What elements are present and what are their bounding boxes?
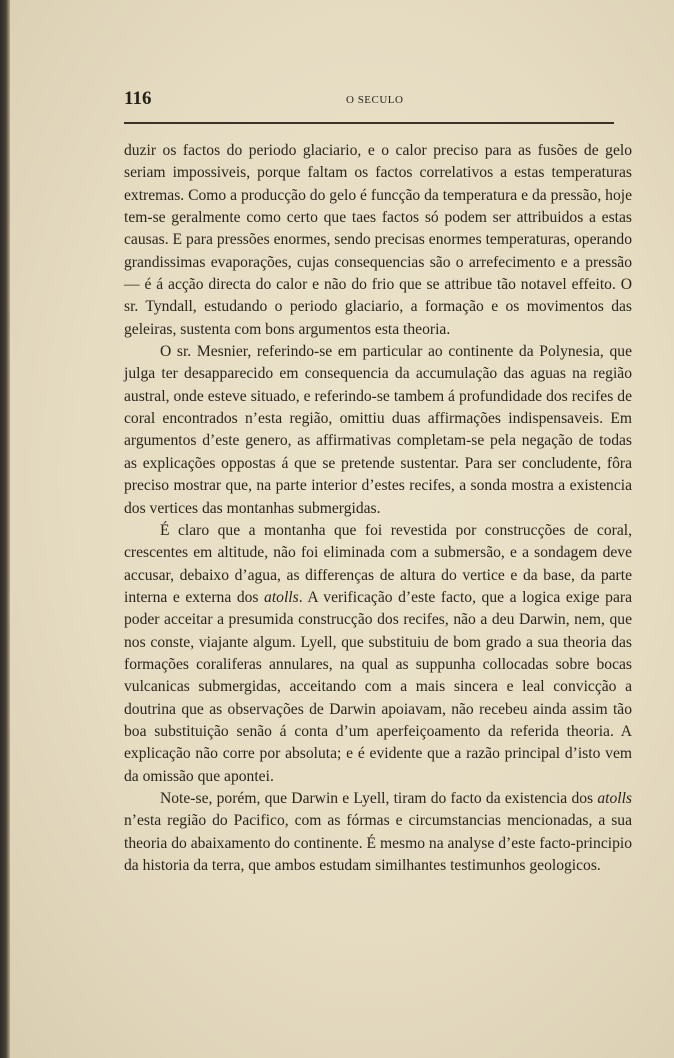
page-header	[124, 88, 604, 112]
page-number: 116	[124, 88, 152, 109]
italic-term: atolls	[264, 588, 299, 606]
running-title: O SECULO	[346, 94, 404, 106]
header-rule	[124, 122, 614, 124]
paragraph-1: duzir os factos do periodo glaciario, e o calor preciso para as fusões de gelo seriam impossiveis, porque faltam os factos correlativos a estas temperaturas extremas. Como a producção do gelo é funcção da temperatura e da pressão, hoje tem-se geralmente como certo que taes factos só podem ser attribuidos a estas causas. E para pressões enormes, sendo precisas enormes temperaturas, operando grandissimas evaporações, cujas consequencias são o arrefecimento e a pressão — é á acção directa do calor e não do frio que se attribue tão notavel effeito. O sr. Tyndall, estudando o periodo glaciario, a formação e os movimentos das geleiras, sustenta com bons argumentos esta theoria.	[124, 142, 632, 338]
italic-term: atolls	[597, 789, 632, 807]
book-spine-shadow	[0, 0, 10, 1058]
paragraph-2: O sr. Mesnier, referindo-se em particular ao continente da Polynesia, que julga ter desapparecido em consequencia da accumulação das aguas na região austral, onde esteve situado, e referindo-se tambem á profundidade dos recifes de coral encontrados n’esta região, omittiu duas affirmações indispensaveis. Em argumentos d’este genero, as affirmativas completam-se pela negação de todas as explicações oppostas á que se pretende sustentar. Para ser concludente, fôra preciso mostrar que, na parte interior d’estes recifes, a sonda mostra a existencia dos vertices das montanhas submergidas.	[124, 343, 632, 517]
paragraph-3: É claro que a montanha que foi revestida por construcções de coral, crescentes em altitude, não foi eliminada com a submersão, e a sondagem deve accusar, debaixo d’agua, as differenças de altura do vertice e da base, da parte interna e externa dos atolls. A verificação d’este facto, que a logica exige para poder acceitar a presumida construcção dos recifes, não a deu Darwin, nem, que nos conste, viajante algum. Lyell, que substituiu de bom grado a sua theoria das formações coraliferas annulares, na qual as suppunha collocadas sobre bocas vulcanicas submergidas, acceitando com a mais sincera e leal convicção a doutrina que as observações de Darwin apoiavam, não recebeu ainda assim tão boa substituição senão á conta d’um aperfeiçoamento da referida theoria. A explicação não corre por absoluta; e é evidente que a razão principal d’isto vem da omissão que apontei.	[124, 521, 632, 785]
body-text	[124, 140, 632, 877]
paragraph-4: Note-se, porém, que Darwin e Lyell, tiram do facto da existencia dos atolls n’esta região do Pacifico, com as fórmas e circumstancias mencionadas, a sua theoria do abaixamento do continente. É mesmo na analyse d’este facto-principio da historia da terra, que ambos estudam similhantes testimunhos geologicos.	[124, 789, 632, 874]
